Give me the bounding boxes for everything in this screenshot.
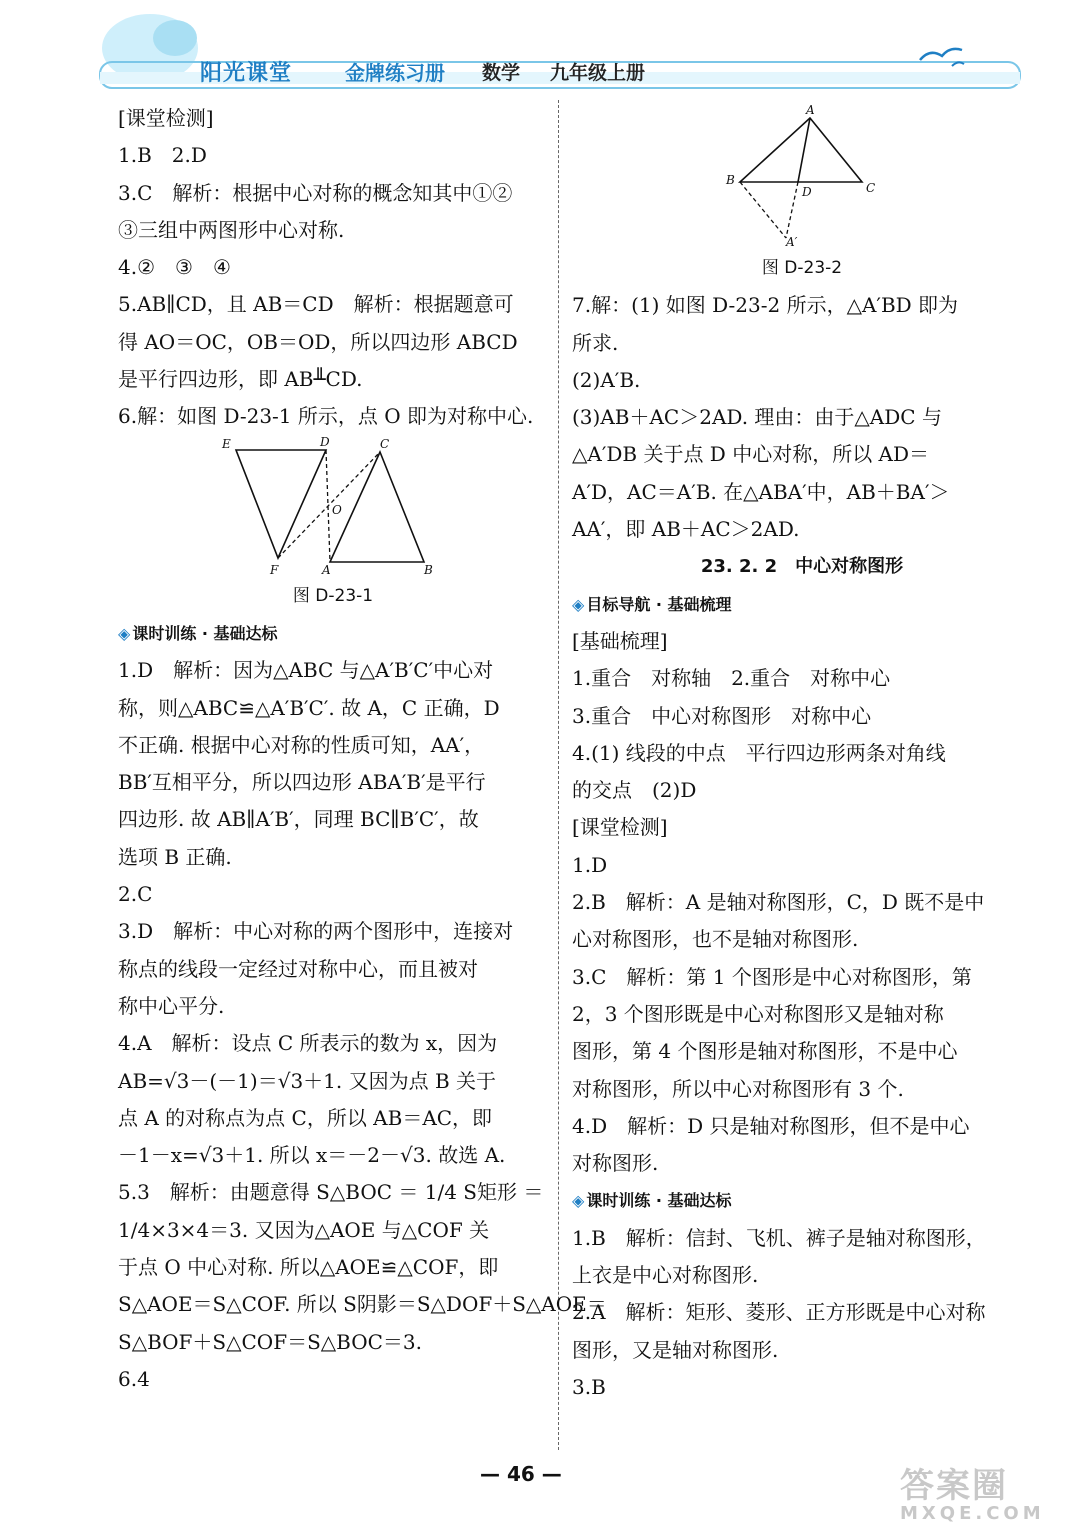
text-line: S△BOF＋S△COF＝S△BOC＝3.	[118, 1329, 423, 1354]
text-line: 图形，又是轴对称图形.	[572, 1337, 779, 1362]
column-divider	[558, 100, 559, 1450]
text-line: 图形，第 4 个图形是轴对称图形，不是中心	[572, 1039, 958, 1064]
label-b: B	[726, 173, 735, 187]
label-c: C	[380, 436, 390, 451]
text-line: 3.D 解析：中心对称的两个图形中，连接对	[118, 919, 514, 944]
triangle-cab	[330, 452, 424, 562]
text-line: 6.解：如图 D-23-1 所示，点 O 即为对称中心.	[118, 404, 534, 429]
label-c: C	[866, 181, 876, 195]
text-line: 四边形. 故 AB∥A′B′，同理 BC∥B′C′，故	[118, 807, 479, 832]
brand-title: 阳光课堂	[200, 61, 293, 86]
text-line: [基础梳理]	[572, 628, 668, 653]
section-icon: ◈	[118, 623, 131, 643]
label-a: A	[322, 562, 331, 577]
text-line: △A′DB 关于点 D 中心对称，所以 AD＝	[572, 442, 930, 467]
section-icon: ◈	[572, 1191, 585, 1211]
figure-d-23-1-diagram	[118, 436, 548, 578]
text-line: 2.B 解析：A 是轴对称图形，C，D 既不是中	[572, 890, 985, 915]
text-line: 3.B	[572, 1374, 606, 1399]
text-line: BB′互相平分，所以四边形 ABA′B′是平行	[118, 770, 486, 795]
label-o: O	[332, 502, 342, 517]
text-line: A′D，AC＝A′B. 在△ABA′中，AB＋BA′＞	[572, 479, 950, 504]
label-e: E	[222, 436, 231, 451]
text-line: 1.D 解析：因为△ABC 与△A′B′C′中心对	[118, 658, 494, 683]
series-title: 金牌练习册	[345, 61, 445, 85]
figure-caption: 图 D-23-2	[761, 258, 843, 278]
text-line: 得 AO＝OC，OB＝OD，所以四边形 ABCD	[118, 329, 518, 354]
figure-d-23-1	[118, 436, 548, 578]
triangle-abc	[740, 118, 862, 182]
text-line: 1.D	[572, 852, 608, 877]
subject-label: 数学	[482, 62, 521, 84]
label-b: B	[424, 562, 433, 577]
text-line: 2.A 解析：矩形、菱形、正方形既是中心对称	[572, 1300, 986, 1325]
text-line: 对称图形，所以中心对称图形有 3 个.	[572, 1076, 904, 1101]
label-a-prime: A′	[786, 235, 798, 249]
text-line: 5.3 解析：由题意得 S△BOC ＝ 1/4 S矩形 ＝	[118, 1180, 544, 1205]
text-line: 7.解：(1) 如图 D-23-2 所示，△A′BD 即为	[572, 293, 959, 318]
figure-d-23-2	[572, 100, 1032, 250]
text-line: 称，则△ABC≌△A′B′C′. 故 A，C 正确，D	[118, 695, 500, 720]
section-heading: ◈ 目标导航 · 基础梳理	[572, 594, 732, 614]
figure-caption: 图 D-23-1	[292, 585, 374, 606]
text-line: 上衣是中心对称图形.	[572, 1263, 759, 1288]
grade-label: 九年级上册	[550, 62, 646, 84]
text-line: 选项 B 正确.	[118, 844, 232, 869]
text-line: 1.B 2.D	[118, 143, 207, 168]
text-line: 对称图形.	[572, 1151, 659, 1176]
watermark: 答案圈 MXQE.COM	[900, 1466, 1045, 1524]
label-d: D	[320, 435, 330, 449]
text-line: 3.重合 中心对称图形 对称中心	[572, 703, 872, 728]
text-line: 4.② ③ ④	[118, 255, 231, 280]
text-line: 点 A 的对称点为点 C，所以 AB＝AC，即	[118, 1105, 493, 1130]
text-line: [课堂检测]	[118, 106, 214, 130]
text-line: 3.C 解析：根据中心对称的概念知其中①②	[118, 180, 513, 205]
text-line: 称点的线段一定经过对称中心，而且被对	[118, 956, 478, 981]
text-line: 所求.	[572, 330, 619, 355]
text-line: 的交点 (2)D	[572, 778, 697, 803]
section-heading: ◈ 课时训练 · 基础达标	[572, 1191, 732, 1211]
text-line: 3.C 解析：第 1 个图形是中心对称图形，第	[572, 964, 972, 989]
text-line: (2)A′B.	[572, 367, 641, 392]
section-icon: ◈	[572, 594, 585, 614]
header-decoration	[0, 0, 1073, 100]
triangle-edf	[236, 450, 326, 558]
text-line: 不正确. 根据中心对称的性质可知，AA′，	[118, 732, 485, 757]
text-line: 于点 O 中心对称. 所以△AOE≌△COF，即	[118, 1255, 499, 1280]
page-header	[0, 0, 1073, 100]
text-line: AB=√3－(－1)＝√3＋1. 又因为点 B 关于	[118, 1068, 497, 1093]
text-line: 称中心平分.	[118, 993, 225, 1018]
text-line: 1.B 解析：信封、飞机、裤子是轴对称图形，	[572, 1225, 986, 1250]
text-line: (3)AB＋AC＞2AD. 理由：由于△ADC 与	[572, 405, 942, 430]
text-line: 2.C	[118, 882, 153, 907]
text-line: 4.A 解析：设点 C 所表示的数为 x，因为	[118, 1031, 498, 1056]
text-line: ③三组中两图形中心对称.	[118, 217, 345, 242]
label-a: A	[806, 103, 815, 117]
section-heading: ◈ 课时训练 · 基础达标	[118, 623, 278, 643]
text-line: 4.(1) 线段的中点 平行四边形两条对角线	[572, 740, 946, 765]
text-line: 6.4	[118, 1366, 150, 1391]
text-line: －1－x=√3＋1. 所以 x＝－2－√3. 故选 A.	[118, 1143, 506, 1168]
right-column	[572, 100, 1032, 1406]
text-line: 4.D 解析：D 只是轴对称图形，但不是中心	[572, 1113, 970, 1138]
text-line: 心对称图形，也不是轴对称图形.	[572, 927, 859, 952]
text-line: 2，3 个图形既是中心对称图形又是轴对称	[572, 1001, 944, 1026]
figure-d-23-2-diagram	[572, 100, 1032, 250]
text-line: 5.AB∥CD，且 AB＝CD 解析：根据题意可	[118, 292, 514, 317]
text-line: S△AOE＝S△COF. 所以 S阴影＝S△DOF＋S△AOE＝	[118, 1292, 607, 1317]
text-line: [课堂检测]	[572, 815, 668, 840]
bird-icon	[920, 49, 962, 60]
label-d: D	[802, 185, 812, 199]
text-line: 是平行四边形，即 AB╨CD.	[118, 367, 363, 392]
text-line: AA′，即 AB＋AC＞2AD.	[572, 517, 800, 542]
text-line: 1/4×3×4＝3. 又因为△AOE 与△COF 关	[118, 1217, 490, 1242]
page-number: — 46 —	[480, 1462, 562, 1486]
section-title: 23. 2. 2 中心对称图形	[700, 556, 904, 578]
label-f: F	[270, 562, 279, 577]
text-line: 1.重合 对称轴 2.重合 对称中心	[572, 666, 891, 691]
